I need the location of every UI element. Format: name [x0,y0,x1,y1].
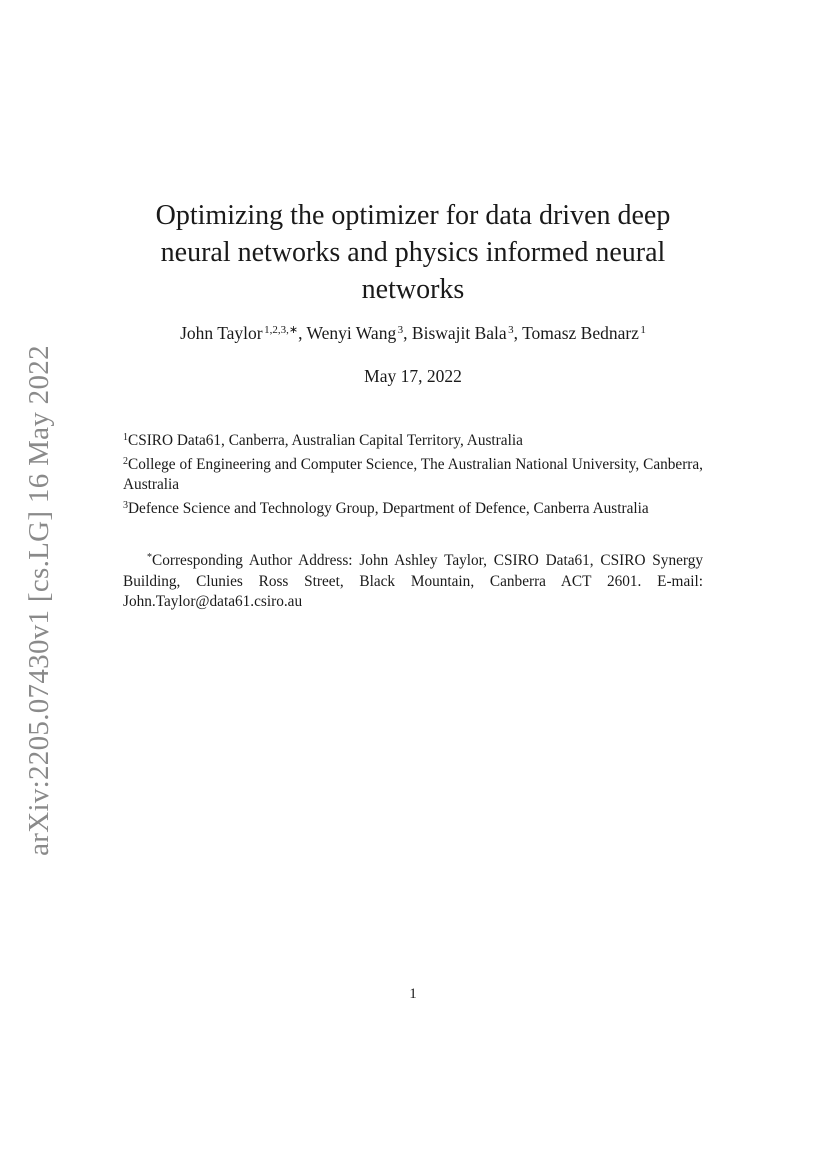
affiliation-text: CSIRO Data61, Canberra, Australian Capital Territory, Australia [128,432,523,449]
affiliation-mark: 2 [123,455,128,467]
affiliation-item [123,428,703,452]
author-affil-mark: 1,2,3,∗ [264,324,299,336]
affiliation-item [123,496,703,520]
affiliation-mark: 1 [123,432,128,443]
author-affil-mark: 3 [397,324,404,336]
author-separator: , [513,323,523,343]
paper-date: May 17, 2022 [364,366,462,386]
author-affil-mark: 1 [640,324,646,336]
correspondence-mark: * [147,552,152,563]
correspondence-note [123,548,703,613]
paper-title [123,197,703,308]
affiliation-text: College of Engineering and Computer Science, The Australian National University, Canberra, Australia [123,455,703,493]
author-list [123,323,703,344]
arxiv-stamp-text: arXiv:2205.07430v1 [cs.LG] 16 May 2022 [22,344,55,856]
affiliation-mark: 3 [123,499,128,511]
affiliation-text: Defence Science and Technology Group, Department of Defence, Canberra Australia [128,499,649,517]
affiliation-list [123,428,703,519]
arxiv-stamp [19,344,59,856]
author-name: Tomasz Bednarz [522,323,639,343]
author-separator: , [298,323,307,343]
author-separator: , [403,323,412,343]
title-line: networks [361,274,465,305]
author-name: Biswajit Bala [411,323,507,343]
author-name: Wenyi Wang [306,323,397,343]
page-number: 1 [409,986,417,1002]
title-line: neural networks and physics informed neural [160,237,666,268]
author-name: John Taylor [180,323,263,343]
affiliation-item [123,452,703,496]
title-line: Optimizing the optimizer for data driven deep [155,200,671,231]
author-affil-mark: 3 [508,324,514,336]
correspondence-text: Corresponding Author Address: John Ashley Taylor, CSIRO Data61, CSIRO Synergy Building, Clunies Ross Street, Black Mountain, Canberra ACT 2601. E-mail: John.Taylor@data61.csiro.au [123,552,703,610]
